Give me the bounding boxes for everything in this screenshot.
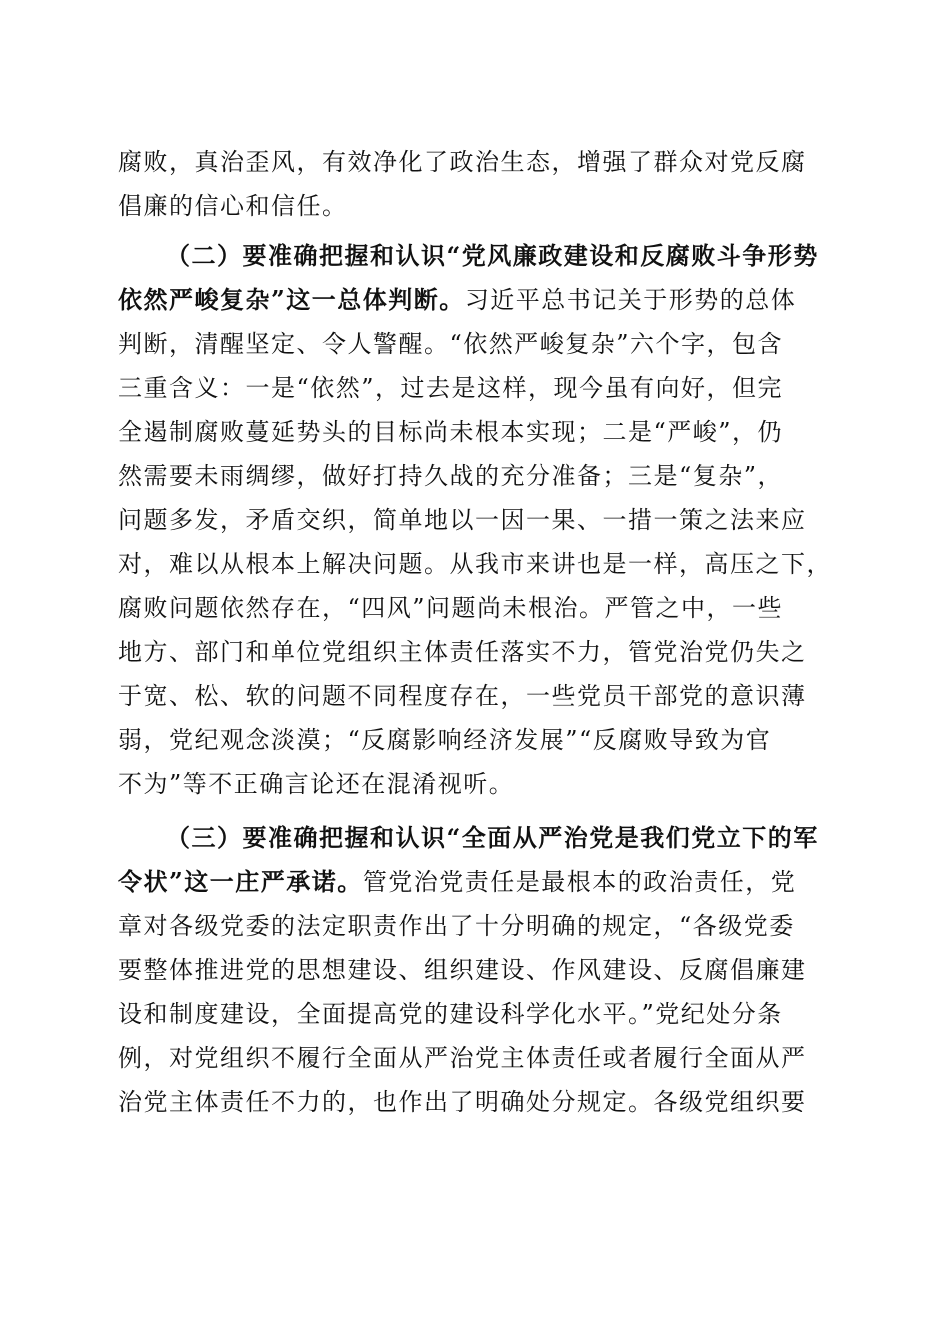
paragraph xyxy=(118,234,830,806)
body-text-span: 治党主体责任不力的，也作出了明确处分规定。各级党组织要 xyxy=(118,1088,807,1116)
section-heading-text: （三）要准确把握和认识“全面从严治党是我们党立下的军 xyxy=(166,823,819,852)
text-line xyxy=(118,718,830,762)
body-text-span: 腐败，真治歪风，有效净化了政治生态，增强了群众对党反腐 xyxy=(118,148,807,176)
text-line xyxy=(118,674,830,718)
text-line xyxy=(118,948,830,992)
text-line xyxy=(118,630,830,674)
section-heading-text: （二）要准确把握和认识“党风廉政建设和反腐败斗争形势 xyxy=(166,241,819,270)
text-line xyxy=(118,816,830,860)
body-text-span: 不为”等不正确言论还在混淆视听。 xyxy=(118,770,515,798)
body-text-span: 地方、部门和单位党组织主体责任落实不力，管党治党仍失之 xyxy=(118,638,807,666)
paragraph xyxy=(118,816,830,1124)
body-text-span: 全遏制腐败蔓延势头的目标尚未根本实现；二是“严峻”，仍 xyxy=(118,418,784,446)
text-line xyxy=(118,1036,830,1080)
text-line xyxy=(118,322,830,366)
body-text-span: 要整体推进党的思想建设、组织建设、作风建设、反腐倡廉建 xyxy=(118,956,807,984)
text-line xyxy=(118,860,830,904)
body-text-span: 弱，党纪观念淡漠；“反腐影响经济发展”“反腐败导致为官 xyxy=(118,726,772,754)
body-text-span: 然需要未雨绸缪，做好打持久战的充分准备；三是“复杂”， xyxy=(118,462,784,490)
text-line xyxy=(118,410,830,454)
body-text-span: 章对各级党委的法定职责作出了十分明确的规定，“各级党委 xyxy=(118,912,795,940)
text-line xyxy=(118,586,830,630)
body-text-span: 设和制度建设，全面提高党的建设科学化水平。”党纪处分条 xyxy=(118,1000,783,1028)
body-text-span: 三重含义：一是“依然”，过去是这样，现今虽有向好，但完 xyxy=(118,374,784,402)
text-line xyxy=(118,498,830,542)
body-text-span: 例，对党组织不履行全面从严治党主体责任或者履行全面从严 xyxy=(118,1044,807,1072)
text-line xyxy=(118,140,830,184)
text-line xyxy=(118,1080,830,1124)
body-text-span: 判断，清醒坚定、令人警醒。“依然严峻复杂”六个字，包含 xyxy=(118,330,784,358)
section-heading-text: 依然严峻复杂”这一总体判断。 xyxy=(118,285,465,314)
body-text-span: 管党治党责任是最根本的政治责任，党 xyxy=(362,868,797,896)
body-text-span: 习近平总书记关于形势的总体 xyxy=(464,286,797,314)
body-text-span: 问题多发，矛盾交织，简单地以一因一果、一措一策之法来应 xyxy=(118,506,807,534)
text-line xyxy=(118,904,830,948)
paragraph xyxy=(118,140,830,228)
section-heading-text: 令状”这一庄严承诺。 xyxy=(118,867,363,896)
text-line xyxy=(118,542,830,586)
body-text-span: 腐败问题依然存在，“四风”问题尚未根治。严管之中，一些 xyxy=(118,594,784,622)
text-line xyxy=(118,992,830,1036)
body-text-span: 对，难以从根本上解决问题。从我市来讲也是一样，高压之下， xyxy=(118,550,832,578)
text-line xyxy=(118,184,830,228)
body-text-span: 倡廉的信心和信任。 xyxy=(118,192,348,220)
text-line xyxy=(118,278,830,322)
text-line xyxy=(118,366,830,410)
body-text-span: 于宽、松、软的问题不同程度存在，一些党员干部党的意识薄 xyxy=(118,682,807,710)
text-line xyxy=(118,454,830,498)
text-line xyxy=(118,234,830,278)
text-line xyxy=(118,762,830,806)
